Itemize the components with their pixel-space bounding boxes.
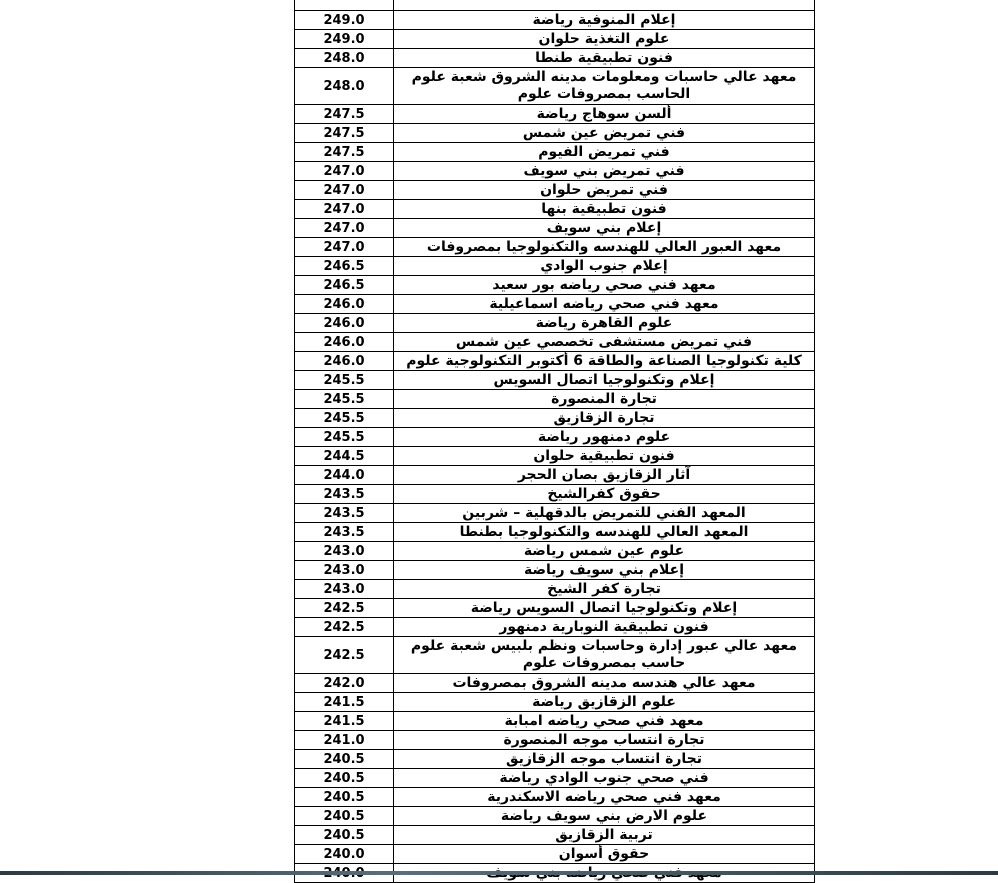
table-row: [295, 333, 815, 352]
min-score-cell: 246.0: [295, 295, 394, 314]
faculty-name-cell: إعلام وتكنولوجيا اتصال السويس: [394, 371, 815, 390]
faculty-name-cell: فني تمريض حلوان: [394, 181, 815, 200]
faculty-name-cell: فني تمريض الفيوم: [394, 143, 815, 162]
faculty-name-cell: معهد عالي هندسه مدينه الشروق بمصروفات: [394, 674, 815, 693]
min-score-cell: 244.5: [295, 447, 394, 466]
window-bottom-edge: [0, 871, 998, 875]
faculty-name-cell: معهد فني صحي رياضه اسماعيلية: [394, 295, 815, 314]
faculty-name-cell: تجارة كفر الشيخ: [394, 580, 815, 599]
table-row: [295, 314, 815, 333]
min-score-cell: 241.5: [295, 693, 394, 712]
min-score-cell: 242.5: [295, 618, 394, 637]
table-row: [295, 68, 815, 105]
table-row: [295, 826, 815, 845]
faculty-name-cell: المعهد العالي للهندسه والتكنولوجيا بطنطا: [394, 523, 815, 542]
table-row: [295, 523, 815, 542]
table-row: [295, 542, 815, 561]
table-row: [295, 11, 815, 30]
table-row: [295, 674, 815, 693]
table-row: [295, 390, 815, 409]
faculty-name-cell: حقوق كفرالشيخ: [394, 485, 815, 504]
min-score-cell: 242.5: [295, 637, 394, 674]
min-score-cell: 240.5: [295, 750, 394, 769]
faculty-name-cell: فني صحي جنوب الوادي رياضة: [394, 769, 815, 788]
min-score-cell: 247.5: [295, 105, 394, 124]
faculty-name-cell: تجارة انتساب موجه الزقازيق: [394, 750, 815, 769]
faculty-name-cell: إعلام بني سويف رياضة: [394, 561, 815, 580]
table-row: [295, 276, 815, 295]
table-row: [295, 352, 815, 371]
faculty-name-cell: علوم الزقازيق رياضة: [394, 693, 815, 712]
table-row: [295, 295, 815, 314]
min-score-cell: 247.0: [295, 181, 394, 200]
faculty-name-cell: معهد عالي حاسبات ومعلومات مدينه الشروق شعبة علوم الحاسب بمصروفات علوم: [394, 68, 815, 105]
min-score-cell: 246.5: [295, 257, 394, 276]
faculty-name-cell: فني تمريض مستشفى تخصصي عين شمس: [394, 333, 815, 352]
faculty-name-cell: فني تمريض عين شمس: [394, 124, 815, 143]
table-row: [295, 257, 815, 276]
min-score-cell: 247.0: [295, 162, 394, 181]
faculty-name-cell: تجارة الزقازيق: [394, 409, 815, 428]
min-score-cell: 243.5: [295, 523, 394, 542]
table-row: [295, 769, 815, 788]
table-row: [295, 731, 815, 750]
table-row: [295, 788, 815, 807]
min-score-cell: 247.0: [295, 219, 394, 238]
table-row: [295, 30, 815, 49]
faculty-name-cell: فني تمريض بني سويف: [394, 162, 815, 181]
faculty-name-cell: فنون تطبيقية النوبارية دمنهور: [394, 618, 815, 637]
faculty-name-cell: معهد عالي عبور إدارة وحاسبات ونظم بلبيس شعبة علوم حاسب بمصروفات علوم: [394, 637, 815, 674]
min-score-cell: 247.0: [295, 200, 394, 219]
min-score-cell: 240.5: [295, 807, 394, 826]
min-score-cell: 243.5: [295, 485, 394, 504]
min-score-cell: 247.5: [295, 124, 394, 143]
table-row: [295, 485, 815, 504]
table-row: [295, 428, 815, 447]
table-row: [295, 599, 815, 618]
table-row: [295, 845, 815, 864]
faculty-name-cell: علوم عين شمس رياضة: [394, 542, 815, 561]
faculty-name-cell: فنون تطبيقية بنها: [394, 200, 815, 219]
table-row: [295, 712, 815, 731]
table-row: [295, 693, 815, 712]
faculty-name-cell: معهد فني صحي رياضه امبابة: [394, 712, 815, 731]
table-row: [295, 580, 815, 599]
min-score-cell: 243.0: [295, 561, 394, 580]
min-score-cell: 247.5: [295, 143, 394, 162]
faculty-name-cell: تجارة انتساب موجه المنصورة: [394, 731, 815, 750]
table-row: [295, 162, 815, 181]
table-row: [295, 750, 815, 769]
min-score-cell: 243.0: [295, 542, 394, 561]
results-sheet: [294, 0, 815, 883]
faculty-name-cell: معهد فني صحي رياضه الاسكندرية: [394, 788, 815, 807]
faculty-name-cell: إعلام جنوب الوادي: [394, 257, 815, 276]
faculty-name-cell: علوم التغذية حلوان: [394, 30, 815, 49]
table-row: [295, 637, 815, 674]
faculty-name-cell: تربية الزقازيق: [394, 826, 815, 845]
faculty-name-cell: المعهد الفني للتمريض بالدقهلية – شربين: [394, 504, 815, 523]
table-row: [295, 49, 815, 68]
min-score-cell: 240.5: [295, 788, 394, 807]
faculty-name-cell: علوم الارض بني سويف رياضة: [394, 807, 815, 826]
faculty-name-cell: علوم القاهرة رياضة: [394, 314, 815, 333]
faculty-name-cell: فنون تطبيقية طنطا: [394, 49, 815, 68]
min-score-cell: [295, 0, 394, 11]
faculty-name-cell: علوم دمنهور رياضة: [394, 428, 815, 447]
table-row: [295, 105, 815, 124]
min-score-cell: 245.5: [295, 390, 394, 409]
table-row: [295, 371, 815, 390]
table-row: [295, 238, 815, 257]
min-score-cell: 242.0: [295, 674, 394, 693]
min-score-cell: 245.5: [295, 371, 394, 390]
faculty-name-cell: ألسن سوهاج رياضة: [394, 105, 815, 124]
table-body: [295, 0, 815, 883]
faculty-name-cell: معهد العبور العالي للهندسه والتكنولوجيا بمصروفات: [394, 238, 815, 257]
min-score-cell: 241.0: [295, 731, 394, 750]
min-score-cell: 249.0: [295, 11, 394, 30]
min-score-cell: 243.0: [295, 580, 394, 599]
faculty-name-cell: آثار الزقازيق بصان الحجر: [394, 466, 815, 485]
min-score-cell: 244.0: [295, 466, 394, 485]
min-score-cell: 246.0: [295, 333, 394, 352]
table-row: [295, 219, 815, 238]
table-row: [295, 0, 815, 11]
min-score-cell: 247.0: [295, 238, 394, 257]
table-row: [295, 124, 815, 143]
min-score-cell: 246.0: [295, 352, 394, 371]
table-row: [295, 409, 815, 428]
min-score-cell: 245.5: [295, 409, 394, 428]
table-row: [295, 807, 815, 826]
min-score-cell: 241.5: [295, 712, 394, 731]
min-score-cell: 248.0: [295, 68, 394, 105]
table-row: [295, 466, 815, 485]
faculty-name-cell: معهد فني صحي رياضه بور سعيد: [394, 276, 815, 295]
min-score-cell: 245.5: [295, 428, 394, 447]
min-score-cell: 240.5: [295, 826, 394, 845]
min-score-cell: 243.5: [295, 504, 394, 523]
min-score-cell: 246.5: [295, 276, 394, 295]
min-score-cell: 249.0: [295, 30, 394, 49]
faculty-name-cell: إعلام بني سويف: [394, 219, 815, 238]
min-score-cell: 246.0: [295, 314, 394, 333]
min-score-cell: 248.0: [295, 49, 394, 68]
min-score-cell: 242.5: [295, 599, 394, 618]
table-row: [295, 561, 815, 580]
table-row: [295, 618, 815, 637]
faculty-name-cell: حقوق أسوان: [394, 845, 815, 864]
admission-scores-table: [294, 0, 815, 883]
faculty-name-cell: [394, 0, 815, 11]
min-score-cell: 240.5: [295, 769, 394, 788]
table-row: [295, 181, 815, 200]
table-row: [295, 447, 815, 466]
min-score-cell: 240.0: [295, 845, 394, 864]
faculty-name-cell: كلية تكنولوجيا الصناعة والطاقة 6 أكتوبر التكنولوجية علوم: [394, 352, 815, 371]
faculty-name-cell: إعلام المنوفية رياضة: [394, 11, 815, 30]
table-row: [295, 200, 815, 219]
table-row: [295, 504, 815, 523]
table-row: [295, 143, 815, 162]
faculty-name-cell: تجارة المنصورة: [394, 390, 815, 409]
faculty-name-cell: فنون تطبيقية حلوان: [394, 447, 815, 466]
faculty-name-cell: إعلام وتكنولوجيا اتصال السويس رياضة: [394, 599, 815, 618]
